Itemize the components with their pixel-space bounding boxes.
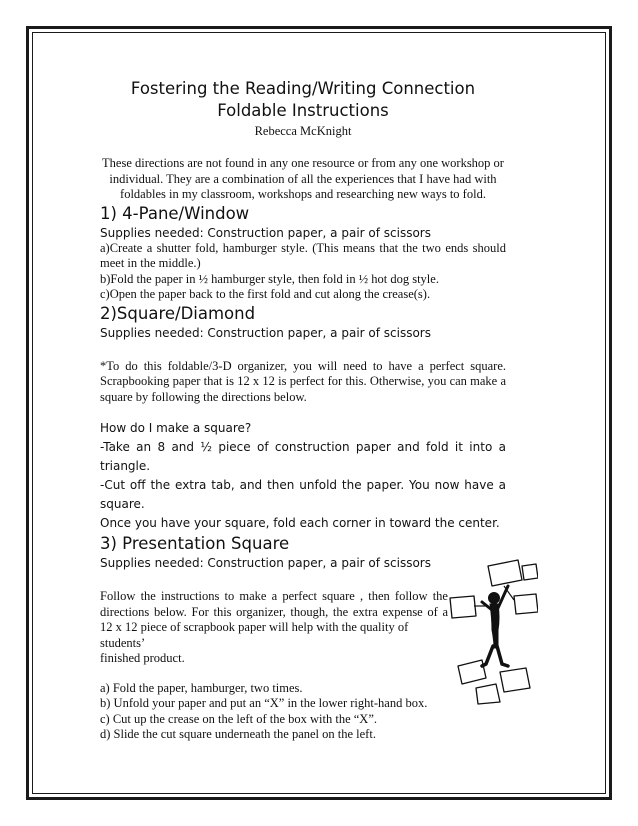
section-3-step: a) Fold the paper, hamburger, two times. [100,680,303,695]
section-1-step-b: b)Fold the paper in ½ hamburger style, then fold in ½ hot dog style. [100,271,439,286]
document-body [100,78,506,743]
section-2-howto-step-1: -Take an 8 and ½ piece of construction paper and fold it into a triangle. [100,440,506,473]
paper-shape [500,668,530,692]
section-3-heading: 3) Presentation Square [100,534,290,553]
figure-head [489,593,500,604]
paper-shape [522,564,538,580]
paper-shape [514,594,538,614]
section-1-heading: 1) 4-Pane/Window [100,203,250,223]
section-3-intro-line: directions below. For this organizer, though, the extra expense of a [100,604,448,619]
paper-shape [476,684,500,704]
section-3-step: d) Slide the cut square underneath the panel on the left. [100,727,376,741]
section-3-intro-line: 12 x 12 piece of scrapbook paper will help with the quality of students’ [100,620,409,650]
stick-figure-with-papers-icon [448,556,538,706]
section-2-heading: 2)Square/Diamond [100,303,256,323]
section-3-steps [100,681,506,743]
section-2-howto-step-2: -Cut off the extra tab, and then unfold the paper. You now have a square. [100,478,506,511]
section-2-howto-heading: How do I make a square? [100,421,252,435]
title-line-1: Fostering the Reading/Writing Connection [130,79,476,98]
section-2-howto-step-3: Once you have your square, fold each corner in toward the center. [100,516,500,530]
section-1-supplies: Supplies needed: Construction paper, a pair of scissors [100,225,431,240]
section-3-intro-line: finished product. [100,651,185,665]
section-1-step-a: a)Create a shutter fold, hamburger style. (This means that the two ends should meet in the middle.) [100,240,506,270]
section-2-supplies: Supplies needed: Construction paper, a pair of scissors [100,325,431,340]
author: Rebecca McKnight [254,124,352,138]
section-3-intro-line: Follow the instructions to make a perfect square , then follow the [100,589,448,603]
section-1-step-c: c)Open the paper back to the first fold and cut along the crease(s). [100,287,431,301]
section-3-supplies: Supplies needed: Construction paper, a pair of scissors [100,556,431,570]
section-3-intro [100,589,448,667]
section-3-step: c) Cut up the crease on the left of the box with the “X”. [100,711,377,726]
paper-shape [488,560,522,586]
paper-shape [458,660,486,684]
section-3-step: b) Unfold your paper and put an “X” in the lower right-hand box. [100,696,428,710]
section-2-note: *To do this foldable/3-D organizer, you will need to have a perfect square. Scrapbooking paper that is 12 x 12 is perfect for this. Otherwise, you can make a square by following the directions below. [100,358,506,404]
paper-shape [450,596,476,618]
title-line-2: Foldable Instructions [217,101,389,120]
intro-paragraph: These directions are not found in any one resource or from any one workshop or individual. They are a combination of all the experiences that I have had with foldables in my classroom, workshops and researching new ways to fold. [102,156,504,201]
